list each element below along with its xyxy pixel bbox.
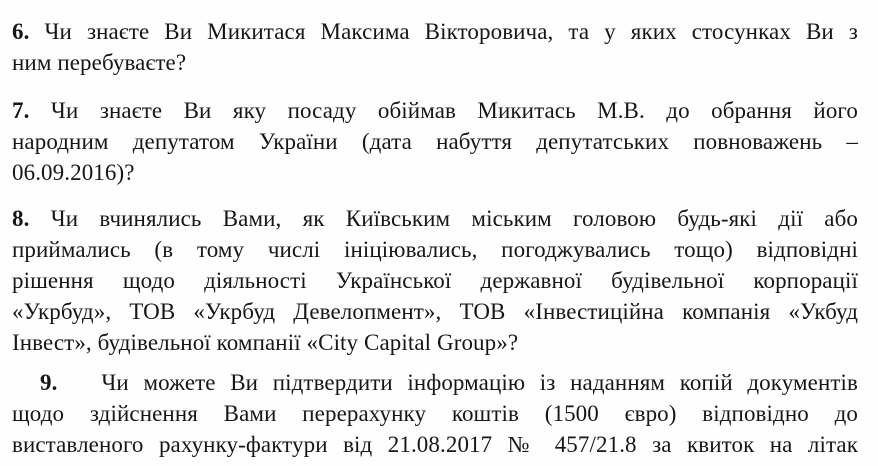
question-8-line-2: приймались (в тому числі ініціювались, погоджувались тощо) відповідні: [12, 237, 858, 262]
question-6-text-1: Чи знаєте Ви Микитася Максима Вікторовича, та у яких стосунках Ви з: [44, 19, 858, 44]
question-8-line-3: рішення щодо діяльності Української державної будівельної корпорації: [12, 268, 858, 293]
question-7-line-3: 06.09.2016)?: [12, 160, 135, 185]
question-8-number: 8.: [12, 206, 30, 231]
question-7-line-2: народним депутатом України (дата набуття депутатських повноважень –: [12, 129, 858, 154]
question-9-number: 9.: [40, 370, 58, 395]
question-8-text-1: Чи вчинялись Вами, як Київським міським головою будь-які дії або: [50, 206, 858, 231]
question-6: [12, 16, 858, 78]
question-6-line-1: [12, 16, 858, 47]
question-7-number: 7.: [12, 98, 30, 123]
question-6-line-2: ним перебуваєте?: [12, 50, 187, 75]
question-7-line-1: [12, 95, 858, 126]
question-7-text-1: Чи знаєте Ви яку посаду обіймав Микитась М.В. до обрання його: [50, 98, 858, 123]
question-9: [12, 367, 858, 466]
question-9-text-1: Чи можете Ви підтвердити інформацію із наданням копій документів: [101, 370, 858, 395]
question-9-line-1: [12, 367, 858, 398]
question-8-line-5: Інвест», будівельної компанії «City Capital Group»?: [12, 330, 519, 355]
question-7: [12, 95, 858, 188]
question-8: [12, 203, 858, 358]
question-6-number: 6.: [12, 19, 30, 44]
question-8-line-1: [12, 203, 858, 234]
question-9-line-3: виставленого рахунку-фактури від 21.08.2017 № 457/21.8 за квиток на літак: [12, 432, 858, 457]
question-9-line-2: щодо здійснення Вами перерахунку коштів (1500 євро) відповідно до: [12, 401, 858, 426]
question-8-line-4: «Укрбуд», ТОВ «Укрбуд Девелопмент», ТОВ «Інвестиційна компанія «Укбуд: [12, 299, 858, 324]
